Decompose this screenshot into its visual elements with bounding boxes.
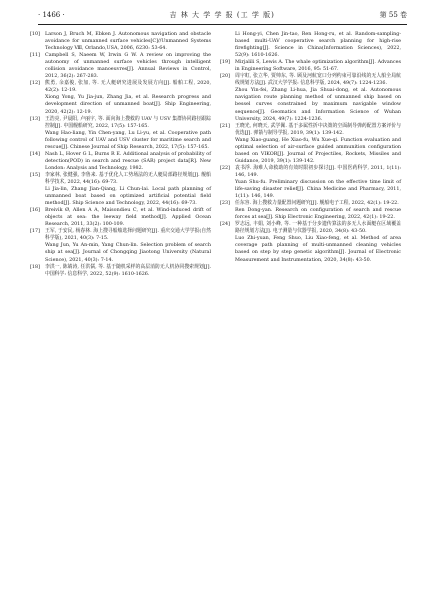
reference-number: [21] — [220, 122, 230, 129]
reference-text: Breivik Ø, Allen A A, Maisondieu C, et al. Wind-induced drift of objects at sea: the leeway field method[J]. Applied Ocean Research, 2011, 33(2): 100-109. — [45, 207, 211, 228]
reference-text: Wang Jun, Yu An-min, Yang Chun-lin. Selection problem of search ship at sea[J]. Journal of Chongqing Jiaotong University (Natural Science), 2021, 40(3): 7-14. — [45, 242, 211, 263]
reference-entry — [30, 186, 211, 207]
reference-text: 王军, 于安民, 杨春林. 海上搜寻船舶选择问题研究[J]. 重庆交通大学学报(自然科学版), 2021, 40(3): 7-15. — [45, 228, 211, 242]
reference-text: 李洪一, 陈婧涛, 任洪儒, 等. 基于随机采样的高层消防无人机协同搜索规划[J]. 中国科学: 信息科学, 2022, 52(9): 1610-1626. — [45, 263, 211, 277]
reference-entry — [220, 221, 401, 235]
reference-entry — [30, 31, 211, 52]
reference-text: Nash L, Hover G L, Burns R E. Additional analysis of probability of detection(POD) in search and rescue (SAR) project data[R]. New London: Analysis and Technology, 1982. — [45, 150, 211, 171]
reference-entry — [220, 31, 401, 59]
reference-text: 任东容. 海上搜救力量配置问题研究[J]. 舰船电子工程, 2022, 42(1): 19-22. — [235, 200, 399, 207]
reference-number: [18] — [30, 263, 40, 270]
reference-entry — [220, 179, 401, 200]
journal-name: 吉 林 大 学 学 报 (工 学 版) — [169, 11, 275, 19]
volume-label: 第 55 卷 — [379, 11, 407, 19]
reference-text: 袁书浮. 海难人命救助的有效时限初步探讨[J]. 中国医药科学, 2011, 1(11): 146, 149. — [235, 164, 401, 178]
reference-number: [24] — [220, 221, 230, 228]
reference-number: [13] — [30, 115, 40, 122]
reference-text: Xiong Yong, Yu Jia-jun, Zhang Jia, et al. Research progress and development direction of unmanned boat[J]. Ship Engineering, 2020, 42(2): 12-19. — [45, 94, 211, 115]
reference-entry — [220, 73, 401, 87]
reference-text: Campbell S, Naeem W, Irwin G W. A review on improving the autonomy of unmanned surface vehicles through intelligent collision avoidance manoeuvres[J]. Annual Reviews in Control, 2012, 36(2): 267-283. — [45, 52, 211, 80]
running-header — [38, 8, 407, 25]
page-number: · 1466 · — [38, 11, 65, 19]
reference-entry — [220, 59, 401, 73]
reference-text: 罗志远, 丰娟, 刘小峰, 等. 一种基于分步遗传算法的多无人水面艇在区域覆盖路径规划方法[J]. 电子测量与仪器学报, 2020, 34(8): 43-50. — [235, 221, 401, 235]
reference-text: Luo Zhi-yuan, Feng Shuo, Liu Xiao-feng, et al. Method of area coverage path planning of multi-unmanned cleaning vehicles based on step by step genetic algorithm[J]. Journal of Electronic Measurement and Instrumentation, 2020, 34(8): 43-50. — [235, 235, 401, 263]
reference-number: [23] — [220, 200, 230, 207]
reference-entry — [30, 242, 211, 263]
references-column-left — [30, 31, 211, 278]
reference-entry — [30, 52, 211, 80]
reference-number: [15] — [30, 171, 40, 178]
reference-entry — [220, 207, 401, 221]
reference-number: [10] — [30, 31, 40, 37]
reference-entry — [30, 172, 211, 186]
reference-entry — [30, 207, 211, 228]
reference-number: [12] — [30, 80, 40, 87]
reference-entry — [30, 116, 211, 130]
reference-text: 李家林, 张健强, 李鲁来. 基于优化人工势场法的无人艇局部路径规划[J]. 舰船科学技术, 2022, 44(16): 69-73. — [45, 171, 211, 185]
reference-text: Zhou Yin-fei, Zhang Li-hua, Jia Shuai-dong, et al. Autonomous navigation route planning method of unmanned ship based on bessel curves constrained by maximum navigable window sequence[J]. Geomatics and Information Science of Wuhan University, 2024, 49(7): 1224-1236. — [235, 87, 401, 122]
reference-text: Wang Xiao-guang, He Xiao-fu, Wu Xue-qi. Function evaluation and optimal selection of air-surface guided ammunition configuration based on VIKOR[J]. Journal of Projectiles, Rockets, Missiles and Guidance, 2019, 39(1): 139-142. — [235, 136, 401, 164]
reference-text: 王晓光, 何晓天, 武学佩. 基于多属性折中决策的空面制导弹药配置方案评价与优选[J]. 弹箭与制导学报, 2019, 39(1): 139-142. — [235, 122, 401, 136]
reference-text: Ren Dong-yan. Research on configuration of search and rescue forces at sea[J]. Ship Electronic Engineering, 2022, 42(1): 19-22. — [235, 207, 401, 221]
reference-entry — [220, 87, 401, 122]
reference-text: Mirjalili S, Lewis A. The whale optimization algorithm[J]. Advances in Engineering Software, 2016, 95: 51-67. — [235, 59, 401, 73]
reference-entry — [220, 200, 401, 207]
reference-number: [17] — [30, 228, 40, 235]
reference-entry — [220, 137, 401, 165]
reference-entry — [30, 130, 211, 151]
reference-entry — [220, 165, 401, 179]
reference-text: Wang Hao-liang, Yin Chen-yang, Lu Li-yu, et al. Cooperative path following control of UAV and USV cluster for maritime search and rescue[J]. Chinese Journal of Ship Research, 2022, 17(5): 157-165. — [45, 129, 211, 150]
reference-entry — [30, 80, 211, 94]
reference-number: [22] — [220, 164, 230, 171]
reference-entry — [220, 235, 401, 263]
reference-number: [16] — [30, 207, 40, 214]
reference-text: Larson J, Bruch M, Ebken J. Autonomous navigation and obstacle avoidance for unmanned surface vehicles[C]//Unmanned Systems Technology Ⅷ, Orlando,USA, 2006, 6230: 53-64. — [45, 31, 211, 52]
reference-text: Li Jia-lin, Zhang Jian-Qiang, Li Chun-lai. Local path planning of unmanned boat based on optimized artificial potential field method[J]. Ship Science and Technology, 2022, 44(16): 69-73. — [45, 186, 211, 207]
reference-entry — [30, 94, 211, 115]
reference-entry — [30, 264, 211, 278]
reference-number: [14] — [30, 150, 40, 157]
reference-entry — [220, 123, 401, 137]
reference-number: [19] — [220, 59, 230, 66]
reference-entry — [30, 151, 211, 172]
reference-entry — [30, 228, 211, 242]
reference-text: Li Hong-yi, Chen Jin-tao, Ren Hong-ru, et al. Random-sampling-based multi-UAV cooperative search planning for high-rise firefighting[J]. Science in China(Information Sciences), 2022, 52(9): 1610-1626. — [235, 31, 401, 59]
reference-text: 王浩亮, 尹晨阳, 卢丽宇, 等. 面向海上搜救的 UAV 与 USV 集群协同路径跟踪控制[J]. 中国舰船研究, 2022, 17(5): 157-165. — [45, 115, 211, 129]
reference-text: 周宇虹, 张立华, 贾帅东, 等. 顾及河航宽口分列约束可靠沿线的无人船全局航线规划方法[J]. 武汉大学学报: 信息科学版, 2024, 49(7): 1224-1236. — [235, 73, 401, 87]
reference-number: [20] — [220, 73, 230, 80]
reference-number: [11] — [30, 52, 40, 59]
reference-text: 熊勇, 余嘉俊, 张加, 等. 无人艇研究进展及发展方向[J]. 船舶工程, 2020, 42(2): 12-19. — [45, 80, 211, 94]
references-column-right — [220, 31, 401, 264]
reference-text: Yuan Shu-fu. Preliminary discussion on the effective time limit of life-saving disaster relief[J]. China Medicine and Pharmacy, 2011, 1(11): 146, 149. — [235, 178, 401, 200]
